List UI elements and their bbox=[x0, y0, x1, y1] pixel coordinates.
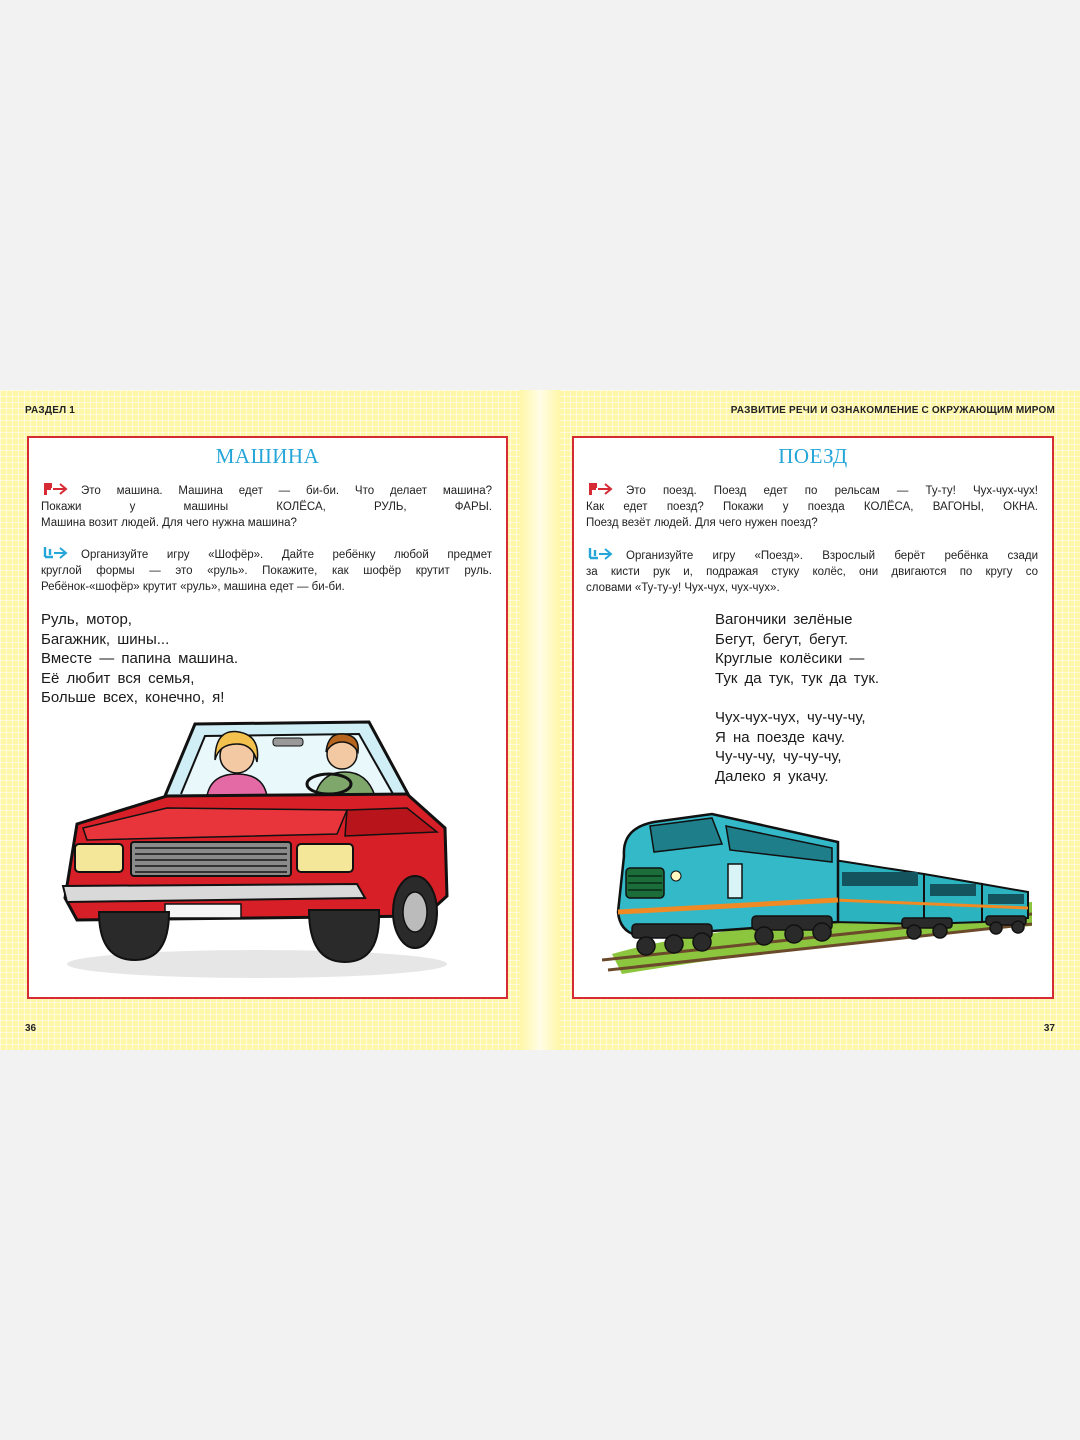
left-speech-line-1: Это машина. Машина едет — би-би. Что делает машина? bbox=[41, 482, 492, 499]
right-verse-line-5: Чух-чух-чух, чу-чу-чу, bbox=[715, 709, 866, 726]
left-verse-line-2: Багажник, шины... bbox=[41, 630, 170, 648]
right-verse-line-1: Вагончики зелёные bbox=[715, 611, 853, 628]
right-speech-line-3: Поезд везёт людей. Для чего нужен поезд? bbox=[586, 517, 818, 529]
game-arrow-icon bbox=[41, 546, 71, 560]
speech-arrow-icon bbox=[41, 482, 71, 496]
right-game-line-1: Организуйте игру «Поезд». Взрослый берёт ребёнка сзади bbox=[586, 547, 1038, 564]
right-game-line-2: за кисти рук и, подражая стуку колёс, они двигаются по кругу со bbox=[586, 566, 1038, 578]
right-page-title: ПОЕЗД bbox=[778, 444, 848, 468]
book-gutter bbox=[520, 390, 560, 1050]
left-page-panel bbox=[27, 436, 508, 999]
right-speech-line-2: Как едет поезд? Покажи у поезда КОЛЁСА, ВАГОНЫ, ОКНА. bbox=[586, 501, 1038, 513]
right-page-panel bbox=[572, 436, 1054, 999]
train-illustration bbox=[602, 804, 1032, 974]
page-number-right: 37 bbox=[1043, 1023, 1055, 1034]
left-verse-line-5: Больше всех, конечно, я! bbox=[41, 689, 225, 707]
left-page-title: МАШИНА bbox=[215, 444, 320, 468]
right-verse-stanza-1 bbox=[715, 610, 879, 688]
right-game-paragraph bbox=[586, 547, 1038, 596]
left-game-line-2: круглой формы — это «руль». Покажите, как шофёр крутит руль. bbox=[41, 565, 492, 577]
left-verse-line-4: Её любит вся семья, bbox=[41, 669, 195, 687]
left-verse bbox=[41, 610, 238, 708]
right-speech-paragraph bbox=[586, 482, 1038, 531]
left-game-line-1: Организуйте игру «Шофёр». Дайте ребёнку любой предмет bbox=[41, 546, 492, 563]
left-speech-line-3: Машина возит людей. Для чего нужна машина? bbox=[41, 517, 297, 529]
car-illustration bbox=[47, 716, 459, 986]
speech-arrow-icon bbox=[586, 482, 616, 496]
left-game-paragraph bbox=[41, 546, 492, 595]
left-speech-paragraph bbox=[41, 482, 492, 531]
book-spread bbox=[0, 390, 1080, 1050]
page-number-left: 36 bbox=[25, 1023, 37, 1034]
right-game-line-3: словами «Ту-ту-у! Чух-чух, чух-чух». bbox=[586, 582, 780, 594]
right-verse-line-7: Чу-чу-чу, чу-чу-чу, bbox=[715, 748, 842, 766]
right-verse-line-6: Я на поезде качу. bbox=[715, 728, 845, 746]
right-verse-line-8: Далеко я укачу. bbox=[715, 767, 829, 785]
right-verse-stanza-2 bbox=[715, 708, 866, 786]
right-verse-line-4: Тук да тук, тук да тук. bbox=[715, 669, 880, 687]
left-game-line-3: Ребёнок-«шофёр» крутит «руль», машина едет — би-би. bbox=[41, 581, 345, 593]
right-speech-line-1: Это поезд. Поезд едет по рельсам — Ту-ту! Чух-чух-чух! bbox=[586, 482, 1038, 499]
running-head-right: РАЗВИТИЕ РЕЧИ И ОЗНАКОМЛЕНИЕ С ОКРУЖАЮЩИМ МИРОМ bbox=[730, 405, 1055, 416]
left-speech-line-2: Покажи у машины КОЛЁСА, РУЛЬ, ФАРЫ. bbox=[41, 501, 492, 513]
right-verse-line-3: Круглые колёсики — bbox=[715, 650, 865, 668]
running-head-left: РАЗДЕЛ 1 bbox=[25, 405, 76, 416]
left-verse-line-1: Руль, мотор, bbox=[41, 611, 132, 628]
left-verse-line-3: Вместе — папина машина. bbox=[41, 650, 238, 668]
right-verse-line-2: Бегут, бегут, бегут. bbox=[715, 630, 849, 648]
game-arrow-icon bbox=[586, 547, 616, 561]
